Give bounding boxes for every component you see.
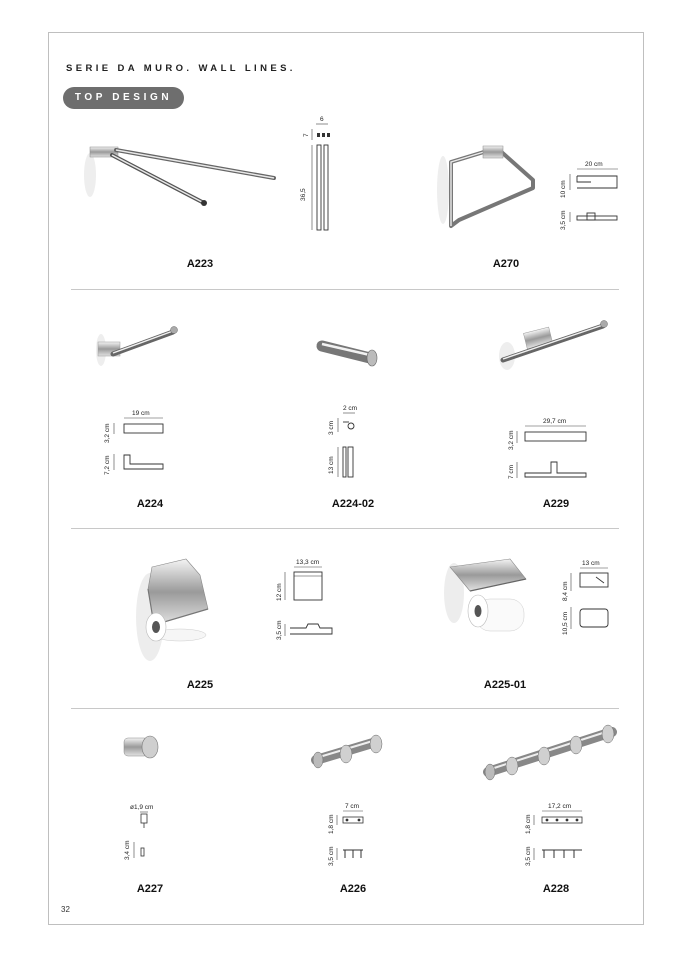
a224-product-image (93, 320, 183, 370)
a270-code: A270 (492, 258, 520, 270)
a225-01-code: A225-01 (483, 679, 527, 691)
a229-dimension-drawing (505, 415, 595, 485)
a225-dim-3: 3,5 cm (276, 620, 283, 640)
a227-product-image (120, 730, 162, 764)
a270-dim-1: 20 cm (585, 161, 603, 168)
a228-product-image (478, 720, 624, 784)
a226-dim-1: 7 cm (345, 803, 360, 810)
a223-product-image (78, 135, 278, 215)
a227-dim-1: ø1,9 cm (130, 804, 154, 811)
a223-dim-3: 36,5 (300, 188, 307, 201)
a229-code: A229 (542, 498, 570, 510)
a228-dim-1: 17,2 cm (548, 803, 572, 810)
a226-dim-3: 3,5 cm (328, 846, 335, 866)
a224-02-dim-1: 2 cm (343, 405, 358, 412)
a224-dim-3: 7,2 cm (104, 455, 111, 475)
a229-dim-2: 3,2 cm (508, 430, 515, 450)
a225-01-dimension-drawing (558, 557, 618, 639)
a223-dim-2: 7 (303, 133, 310, 137)
a224-02-dim-3: 13 cm (328, 456, 335, 474)
a225-dim-2: 12 cm (276, 583, 283, 601)
a229-dim-1: 29,7 cm (543, 418, 567, 425)
a227-code: A227 (136, 883, 164, 895)
a227-dim-2: 3,4 cm (124, 840, 131, 860)
a228-dimension-drawing (522, 800, 592, 870)
a224-code: A224 (136, 498, 164, 510)
a227-dimension-drawing (122, 800, 172, 864)
a225-dim-1: 13,3 cm (296, 559, 320, 566)
a225-01-dim-3: 10,5 cm (562, 611, 569, 635)
a270-dim-2: 10 cm (560, 180, 567, 198)
a270-product-image (433, 140, 543, 235)
a228-dim-3: 3,5 cm (525, 846, 532, 866)
a224-02-product-image (316, 336, 382, 372)
a225-01-dim-2: 8,4 cm (562, 581, 569, 601)
divider-3 (71, 708, 619, 709)
a224-02-dim-2: 3 cm (328, 420, 335, 435)
a225-product-image (128, 555, 218, 665)
a228-code: A228 (542, 883, 570, 895)
a225-code: A225 (186, 679, 214, 691)
a270-dim-3: 3,5 cm (560, 210, 567, 230)
series-title: SERIE DA MURO. WALL LINES. (66, 63, 296, 74)
a224-02-dimension-drawing (325, 402, 365, 482)
a228-dim-2: 1,8 cm (525, 814, 532, 834)
top-design-badge: TOP DESIGN (63, 87, 184, 109)
divider-1 (71, 289, 619, 290)
a225-01-product-image (440, 553, 534, 643)
a225-dimension-drawing (272, 556, 338, 646)
a229-product-image (493, 316, 611, 372)
a223-code: A223 (186, 258, 214, 270)
a223-dim-1: 6 (320, 116, 324, 123)
a224-dimension-drawing (100, 407, 170, 477)
a226-dimension-drawing (325, 800, 375, 870)
a229-dim-3: 7 cm (508, 464, 515, 479)
divider-2 (71, 528, 619, 529)
page-number: 32 (61, 905, 70, 914)
a223-dimension-drawing (300, 113, 340, 233)
a226-dim-2: 1,8 cm (328, 814, 335, 834)
a270-dimension-drawing (555, 158, 625, 230)
a224-02-code: A224-02 (331, 498, 375, 510)
a224-dim-1: 19 cm (132, 410, 150, 417)
a224-dim-2: 3,2 cm (104, 423, 111, 443)
a226-code: A226 (339, 883, 367, 895)
a226-product-image (306, 730, 388, 770)
a225-01-dim-1: 13 cm (582, 560, 600, 567)
